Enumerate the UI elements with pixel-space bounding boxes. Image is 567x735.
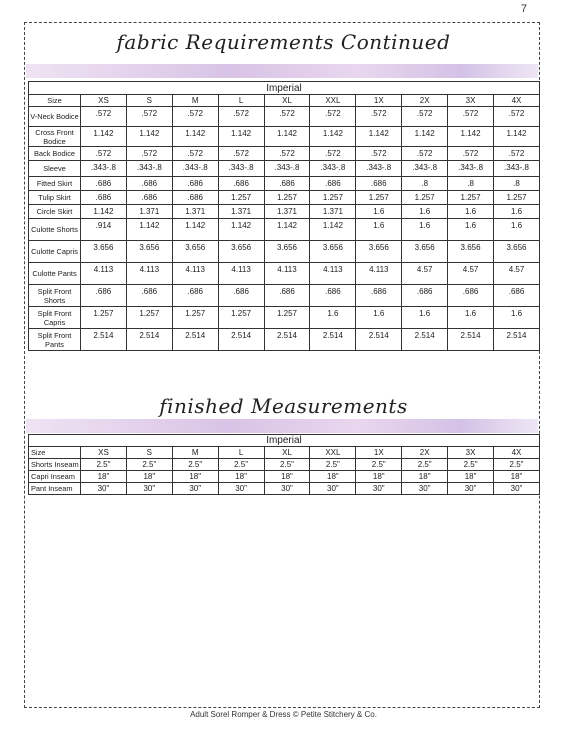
size-column-header: S [126, 95, 172, 107]
row-label: Cross Front Bodice [29, 127, 81, 147]
table-header-row [29, 447, 540, 459]
table-cell: 18" [448, 471, 494, 483]
table-cell: .686 [218, 285, 264, 307]
table-cell: 30" [81, 483, 127, 495]
table-cell: 18" [356, 471, 402, 483]
table-cell: .686 [126, 285, 172, 307]
size-column-header: L [218, 95, 264, 107]
row-label: Tulip Skirt [29, 191, 81, 205]
table-cell: 1.6 [494, 205, 540, 219]
fabric-title-band [26, 64, 538, 78]
table-cell: 2.514 [81, 329, 127, 351]
table-row [29, 127, 540, 147]
table-cell: 4.113 [172, 263, 218, 285]
table-cell: .686 [448, 285, 494, 307]
row-label: Split Front Capris [29, 307, 81, 329]
table-cell: 1.257 [310, 191, 356, 205]
size-column-header: 1X [356, 95, 402, 107]
table-cell: 18" [264, 471, 310, 483]
table-cell: .572 [310, 107, 356, 127]
row-label: Shorts Inseam [29, 459, 81, 471]
table-cell: 18" [310, 471, 356, 483]
table-row [29, 307, 540, 329]
table-cell: .8 [402, 177, 448, 191]
table-row [29, 177, 540, 191]
table-cell: 30" [494, 483, 540, 495]
table-cell: 1.6 [402, 205, 448, 219]
table-cell: .686 [310, 177, 356, 191]
table-cell: 1.6 [356, 205, 402, 219]
table-cell: 2.514 [310, 329, 356, 351]
table-row [29, 219, 540, 241]
size-column-header: XXL [310, 95, 356, 107]
size-column-header: XL [264, 95, 310, 107]
table-cell: 2.5" [126, 459, 172, 471]
table-cell: .686 [172, 285, 218, 307]
table-cell: 2.5" [264, 459, 310, 471]
table-cell: 30" [402, 483, 448, 495]
table-cell: 1.371 [264, 205, 310, 219]
row-label: Pant Inseam [29, 483, 81, 495]
table-cell: .686 [218, 177, 264, 191]
table-cell: .572 [448, 147, 494, 161]
table-cell: 1.142 [218, 127, 264, 147]
table-cell: 3.656 [356, 241, 402, 263]
table-cell: 1.257 [402, 191, 448, 205]
table-row [29, 459, 540, 471]
table-cell: 30" [126, 483, 172, 495]
table-cell: .686 [126, 191, 172, 205]
finished-title: finished Measurements [159, 394, 408, 418]
table-cell: .572 [81, 147, 127, 161]
table-cell: 1.257 [356, 191, 402, 205]
table-cell: 1.142 [81, 127, 127, 147]
table-cell: 30" [172, 483, 218, 495]
table-cell: 18" [126, 471, 172, 483]
table-cell: .572 [172, 107, 218, 127]
size-column-header: 2X [402, 95, 448, 107]
table-cell: 1.257 [172, 307, 218, 329]
row-label: Circle Skirt [29, 205, 81, 219]
table-cell: .572 [402, 147, 448, 161]
table-cell: .343-.8 [402, 161, 448, 177]
table-cell: 2.514 [218, 329, 264, 351]
table-header-row [29, 95, 540, 107]
table-cell: 1.142 [81, 205, 127, 219]
table-cell: 2.5" [310, 459, 356, 471]
table-cell: 30" [448, 483, 494, 495]
table-cell: .572 [126, 107, 172, 127]
table-cell: 1.142 [126, 127, 172, 147]
table-row [29, 107, 540, 127]
table-cell: .343-.8 [126, 161, 172, 177]
size-header: Size [29, 447, 81, 459]
table-cell: .343-.8 [494, 161, 540, 177]
table-cell: .914 [81, 219, 127, 241]
table-cell: 3.656 [264, 241, 310, 263]
finished-title-band [26, 419, 538, 433]
table-cell: .686 [172, 177, 218, 191]
size-column-header: 3X [448, 95, 494, 107]
table-cell: 3.656 [81, 241, 127, 263]
footer-credit: Adult Sorel Romper & Dress © Petite Stitchery & Co. [190, 710, 377, 719]
table-cell: 2.5" [448, 459, 494, 471]
table-cell: 1.6 [448, 205, 494, 219]
table-cell: .8 [494, 177, 540, 191]
table-cell: 1.371 [126, 205, 172, 219]
table-row [29, 483, 540, 495]
table-cell: .572 [310, 147, 356, 161]
table-cell: 2.5" [356, 459, 402, 471]
size-column-header: 2X [402, 447, 448, 459]
table-cell: .686 [81, 285, 127, 307]
row-label: Sleeve [29, 161, 81, 177]
table-row [29, 191, 540, 205]
table-cell: 4.113 [81, 263, 127, 285]
table-cell: .343-.8 [81, 161, 127, 177]
table-cell: 4.57 [494, 263, 540, 285]
table-cell: 4.113 [310, 263, 356, 285]
table-cell: .686 [81, 177, 127, 191]
table-caption: Imperial [29, 82, 540, 95]
table-cell: 30" [310, 483, 356, 495]
table-cell: 1.257 [448, 191, 494, 205]
table-cell: .686 [310, 285, 356, 307]
table-cell: 18" [402, 471, 448, 483]
table-cell: 30" [264, 483, 310, 495]
row-label: Fitted Skirt [29, 177, 81, 191]
table-cell: .686 [126, 177, 172, 191]
table-cell: 1.6 [356, 219, 402, 241]
table-cell: .343-.8 [310, 161, 356, 177]
table-cell: .572 [402, 107, 448, 127]
table-cell: 2.514 [402, 329, 448, 351]
size-column-header: XXL [310, 447, 356, 459]
table-row [29, 285, 540, 307]
table-cell: .686 [264, 285, 310, 307]
table-cell: 1.142 [356, 127, 402, 147]
fabric-title: fabric Requirements Continued [116, 30, 451, 54]
table-cell: 2.514 [356, 329, 402, 351]
table-cell: 30" [356, 483, 402, 495]
table-cell: .686 [494, 285, 540, 307]
table-cell: 1.257 [494, 191, 540, 205]
table-cell: 2.514 [172, 329, 218, 351]
table-cell: 1.142 [172, 219, 218, 241]
table-cell: .8 [448, 177, 494, 191]
size-column-header: S [126, 447, 172, 459]
table-cell: .572 [172, 147, 218, 161]
table-cell: 1.371 [310, 205, 356, 219]
size-header: Size [29, 95, 81, 107]
table-cell: .343-.8 [172, 161, 218, 177]
table-caption: Imperial [29, 435, 540, 447]
table-cell: .572 [356, 147, 402, 161]
table-cell: 1.142 [172, 127, 218, 147]
table-row [29, 263, 540, 285]
page-number: 7 [520, 3, 527, 15]
table-cell: 1.257 [81, 307, 127, 329]
size-column-header: M [172, 447, 218, 459]
table-cell: .343-.8 [356, 161, 402, 177]
size-column-header: M [172, 95, 218, 107]
finished-measurements-table [28, 434, 540, 495]
table-cell: 3.656 [172, 241, 218, 263]
table-cell: 2.5" [494, 459, 540, 471]
table-cell: 2.5" [81, 459, 127, 471]
size-column-header: XL [264, 447, 310, 459]
table-cell: .343-.8 [218, 161, 264, 177]
table-cell: 1.6 [494, 307, 540, 329]
fabric-requirements-table [28, 81, 540, 351]
table-cell: .572 [494, 107, 540, 127]
table-cell: .686 [356, 177, 402, 191]
table-cell: .572 [218, 107, 264, 127]
table-cell: 4.113 [126, 263, 172, 285]
row-label: Culotte Capris [29, 241, 81, 263]
table-cell: 30" [218, 483, 264, 495]
table-row [29, 205, 540, 219]
table-cell: 1.142 [494, 127, 540, 147]
table-cell: 18" [172, 471, 218, 483]
table-cell: 2.514 [126, 329, 172, 351]
table-cell: 1.6 [448, 219, 494, 241]
table-cell: 1.142 [264, 219, 310, 241]
table-cell: 1.6 [448, 307, 494, 329]
table-cell: 2.5" [218, 459, 264, 471]
table-cell: 4.113 [264, 263, 310, 285]
table-cell: .686 [356, 285, 402, 307]
row-label: Capri Inseam [29, 471, 81, 483]
row-label: Culotte Pants [29, 263, 81, 285]
table-cell: 4.113 [356, 263, 402, 285]
size-column-header: XS [81, 95, 127, 107]
row-label: Split Front Shorts [29, 285, 81, 307]
table-cell: .686 [172, 191, 218, 205]
table-cell: 1.142 [126, 219, 172, 241]
table-row [29, 161, 540, 177]
table-cell: 1.257 [264, 307, 310, 329]
table-cell: 1.6 [494, 219, 540, 241]
row-label: Back Bodice [29, 147, 81, 161]
table-cell: .572 [448, 107, 494, 127]
table-cell: 3.656 [448, 241, 494, 263]
table-cell: 1.6 [402, 307, 448, 329]
table-cell: .572 [218, 147, 264, 161]
size-column-header: 1X [356, 447, 402, 459]
table-cell: .572 [126, 147, 172, 161]
row-label: Culotte Shorts [29, 219, 81, 241]
table-cell: 1.257 [126, 307, 172, 329]
table-cell: 1.6 [356, 307, 402, 329]
table-cell: .572 [494, 147, 540, 161]
table-cell: 2.514 [494, 329, 540, 351]
table-cell: 2.514 [264, 329, 310, 351]
size-column-header: 4X [494, 95, 540, 107]
table-cell: 1.371 [218, 205, 264, 219]
table-cell: 3.656 [494, 241, 540, 263]
size-column-header: XS [81, 447, 127, 459]
table-cell: 1.142 [264, 127, 310, 147]
size-column-header: L [218, 447, 264, 459]
table-cell: 1.142 [218, 219, 264, 241]
table-cell: .686 [264, 177, 310, 191]
table-cell: 1.142 [402, 127, 448, 147]
size-column-header: 3X [448, 447, 494, 459]
table-cell: 1.257 [218, 191, 264, 205]
table-cell: .343-.8 [448, 161, 494, 177]
table-cell: .572 [264, 147, 310, 161]
table-cell: 18" [218, 471, 264, 483]
table-cell: 1.257 [264, 191, 310, 205]
table-row [29, 147, 540, 161]
table-cell: .572 [356, 107, 402, 127]
table-row [29, 471, 540, 483]
table-cell: 4.113 [218, 263, 264, 285]
table-cell: .343-.8 [264, 161, 310, 177]
table-cell: 3.656 [402, 241, 448, 263]
table-cell: .572 [264, 107, 310, 127]
table-row [29, 329, 540, 351]
table-cell: 4.57 [402, 263, 448, 285]
table-cell: 2.514 [448, 329, 494, 351]
table-row [29, 241, 540, 263]
table-cell: 3.656 [218, 241, 264, 263]
table-cell: 1.142 [310, 127, 356, 147]
table-cell: 2.5" [402, 459, 448, 471]
table-cell: 1.6 [310, 307, 356, 329]
table-cell: 3.656 [126, 241, 172, 263]
row-label: V-Neck Bodice [29, 107, 81, 127]
table-cell: 4.57 [448, 263, 494, 285]
table-cell: 1.257 [218, 307, 264, 329]
table-cell: 2.5" [172, 459, 218, 471]
table-cell: 1.6 [402, 219, 448, 241]
table-cell: 18" [81, 471, 127, 483]
table-cell: 18" [494, 471, 540, 483]
size-column-header: 4X [494, 447, 540, 459]
table-cell: .686 [81, 191, 127, 205]
table-cell: 1.142 [448, 127, 494, 147]
table-cell: 1.371 [172, 205, 218, 219]
row-label: Split Front Pants [29, 329, 81, 351]
table-cell: 3.656 [310, 241, 356, 263]
table-cell: 1.142 [310, 219, 356, 241]
table-cell: .572 [81, 107, 127, 127]
table-cell: .686 [402, 285, 448, 307]
